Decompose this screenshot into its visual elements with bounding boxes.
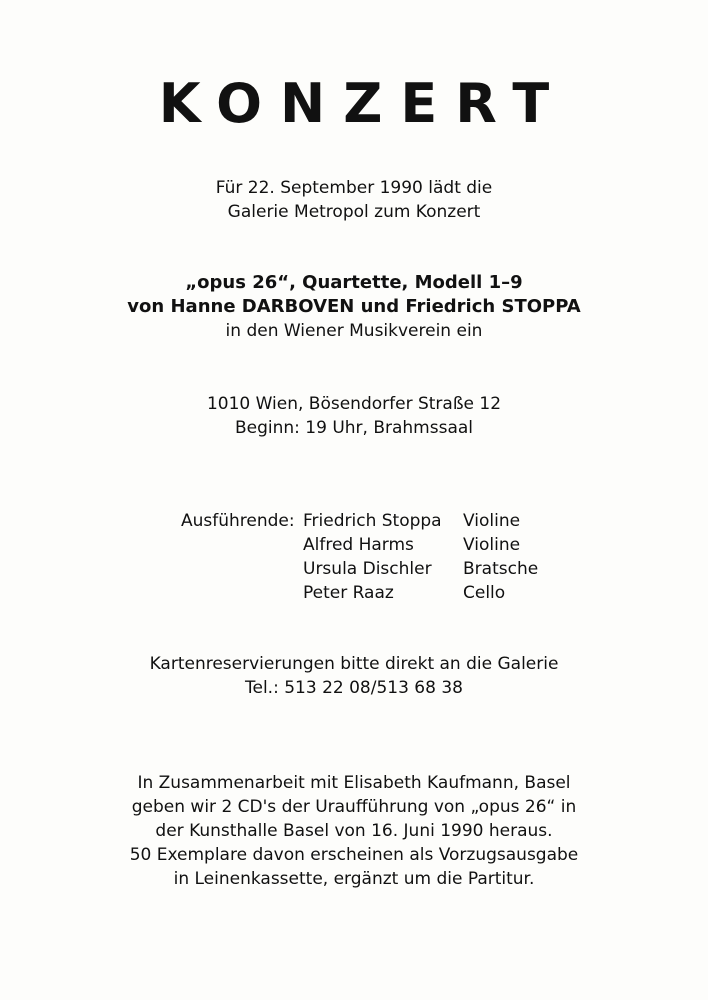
performer-name: Peter Raaz	[303, 583, 394, 603]
performer-row	[181, 509, 553, 533]
performer-instrument: Violine	[463, 535, 521, 555]
phone-line: Tel.: 513 22 08/513 68 38	[245, 678, 463, 698]
composers: von Hanne DARBOVEN und Friedrich STOPPA	[127, 296, 581, 317]
address-block	[0, 392, 708, 440]
start-time: Beginn: 19 Uhr, Brahmssaal	[234, 418, 474, 438]
cd-note-line: in Leinenkassette, ergänzt um die Partitur.	[173, 869, 535, 889]
intro-text	[0, 176, 708, 224]
performer-instrument: Cello	[463, 583, 506, 603]
work-info	[0, 271, 708, 343]
cd-note-line: der Kunsthalle Basel von 16. Juni 1990 heraus.	[155, 821, 553, 841]
performer-name: Alfred Harms	[303, 535, 414, 555]
work-title: „opus 26“, Quartette, Modell 1–9	[185, 272, 523, 293]
performers-list	[181, 509, 553, 605]
ticket-info	[0, 652, 708, 700]
ticket-line: Kartenreservierungen bitte direkt an die Galerie	[149, 654, 559, 674]
cd-note-line: geben wir 2 CD's der Uraufführung von „opus 26“ in	[131, 797, 577, 817]
cd-note	[0, 771, 708, 891]
intro-line: Galerie Metropol zum Konzert	[227, 202, 481, 222]
performer-row	[181, 533, 553, 557]
venue-line: in den Wiener Musikverein ein	[225, 321, 483, 341]
performers-label: Ausführende:	[181, 511, 295, 531]
performer-row	[181, 557, 553, 581]
performer-name: Ursula Dischler	[303, 559, 432, 579]
page-title: KONZERT	[158, 72, 568, 135]
intro-line: Für 22. September 1990 lädt die	[215, 178, 493, 198]
cd-note-line: In Zusammenarbeit mit Elisabeth Kaufmann, Basel	[137, 773, 571, 793]
cd-note-line: 50 Exemplare davon erscheinen als Vorzugsausgabe	[129, 845, 579, 865]
performer-name: Friedrich Stoppa	[303, 511, 442, 531]
address-line: 1010 Wien, Bösendorfer Straße 12	[206, 394, 502, 414]
performer-row	[181, 581, 553, 605]
performer-instrument: Violine	[463, 511, 521, 531]
performer-instrument: Bratsche	[463, 559, 539, 579]
